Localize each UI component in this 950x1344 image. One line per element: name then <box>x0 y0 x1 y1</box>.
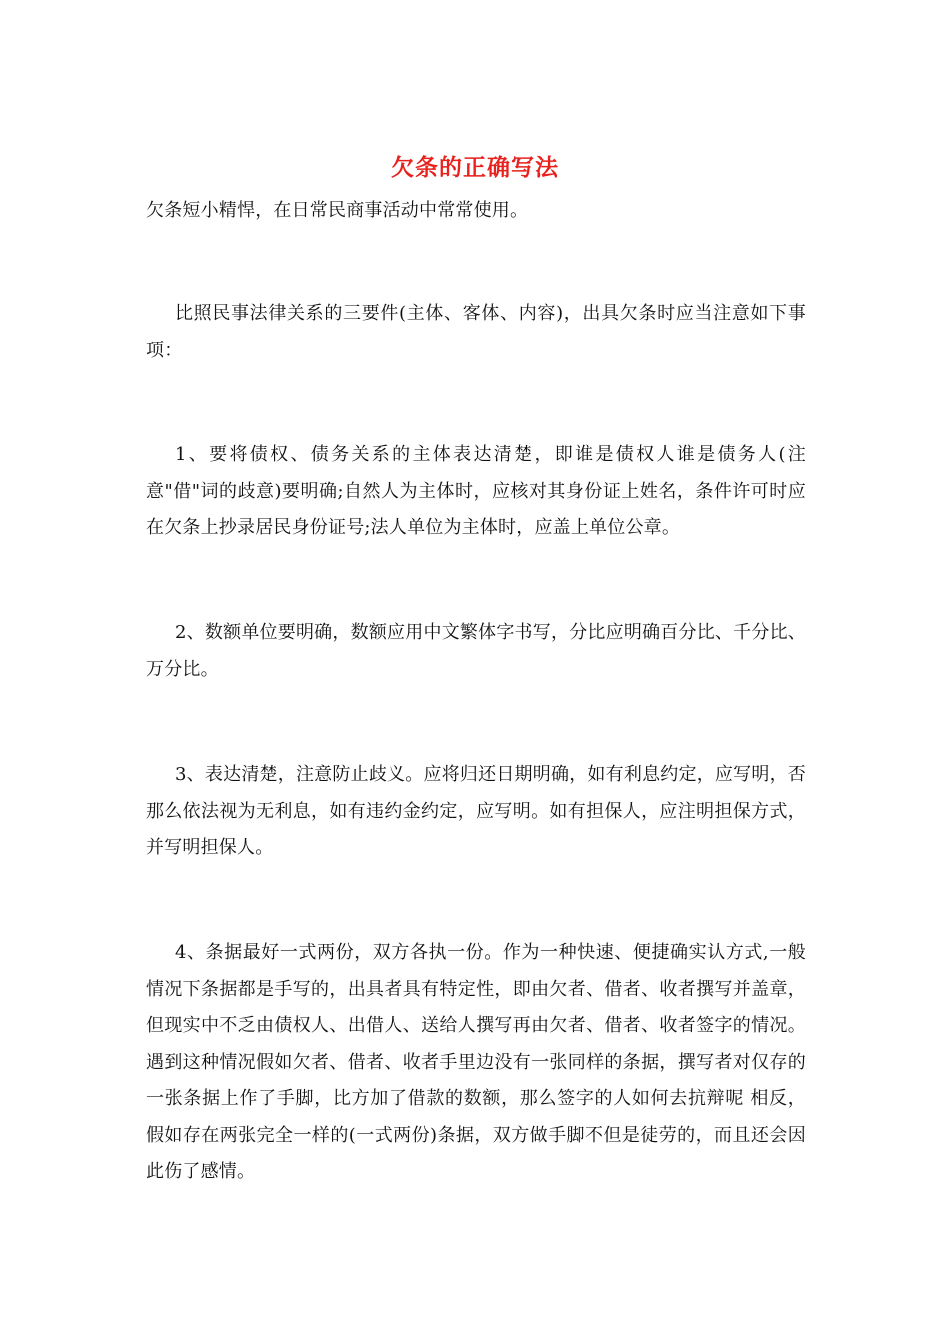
paragraph-item-2: 2、数额单位要明确，数额应用中文繁体字书写，分比应明确百分比、千分比、万分比。 <box>146 622 806 680</box>
paragraph-item-4: 4、条据最好一式两份，双方各执一份。作为一种快速、便捷确实认方式,一般情况下条据都是手写的，出具者具有特定性，即由欠者、借者、收者撰写并盖章，但现实中不乏由债权人、出借人、送给人撰写再由欠者、借者、收者签字的情况。遇到这种情况假如欠者、借者、收者手里边没有一张同样的条据，撰写者对仅存的一张条据上作了手脚，比方加了借款的数额，那么签字的人如何去抗辩呢 相反，假如存在两张完全一样的(一式两份)条据，双方做手脚不但是徒劳的，而且还会因此伤了感情。 <box>146 942 806 1182</box>
paragraph-item-1: 1、要将债权、债务关系的主体表达清楚，即谁是债权人谁是债务人(注意"借"词的歧意)要明确;自然人为主体时，应核对其身份证上姓名，条件许可时应在欠条上抄录居民身份证号;法人单位为主体时，应盖上单位公章。 <box>146 444 806 538</box>
paragraph-item-3: 3、表达清楚，注意防止歧义。应将归还日期明确，如有利息约定，应写明，否那么依法视为无利息，如有违约金约定，应写明。如有担保人，应注明担保方式，并写明担保人。 <box>146 764 806 858</box>
intro-paragraph: 欠条短小精悍，在日常民商事活动中常常使用。 <box>146 200 529 221</box>
document-title: 欠条的正确写法 <box>391 154 559 181</box>
paragraph-requirements: 比照民事法律关系的三要件(主体、客体、内容)，出具欠条时应当注意如下事项： <box>146 303 806 361</box>
